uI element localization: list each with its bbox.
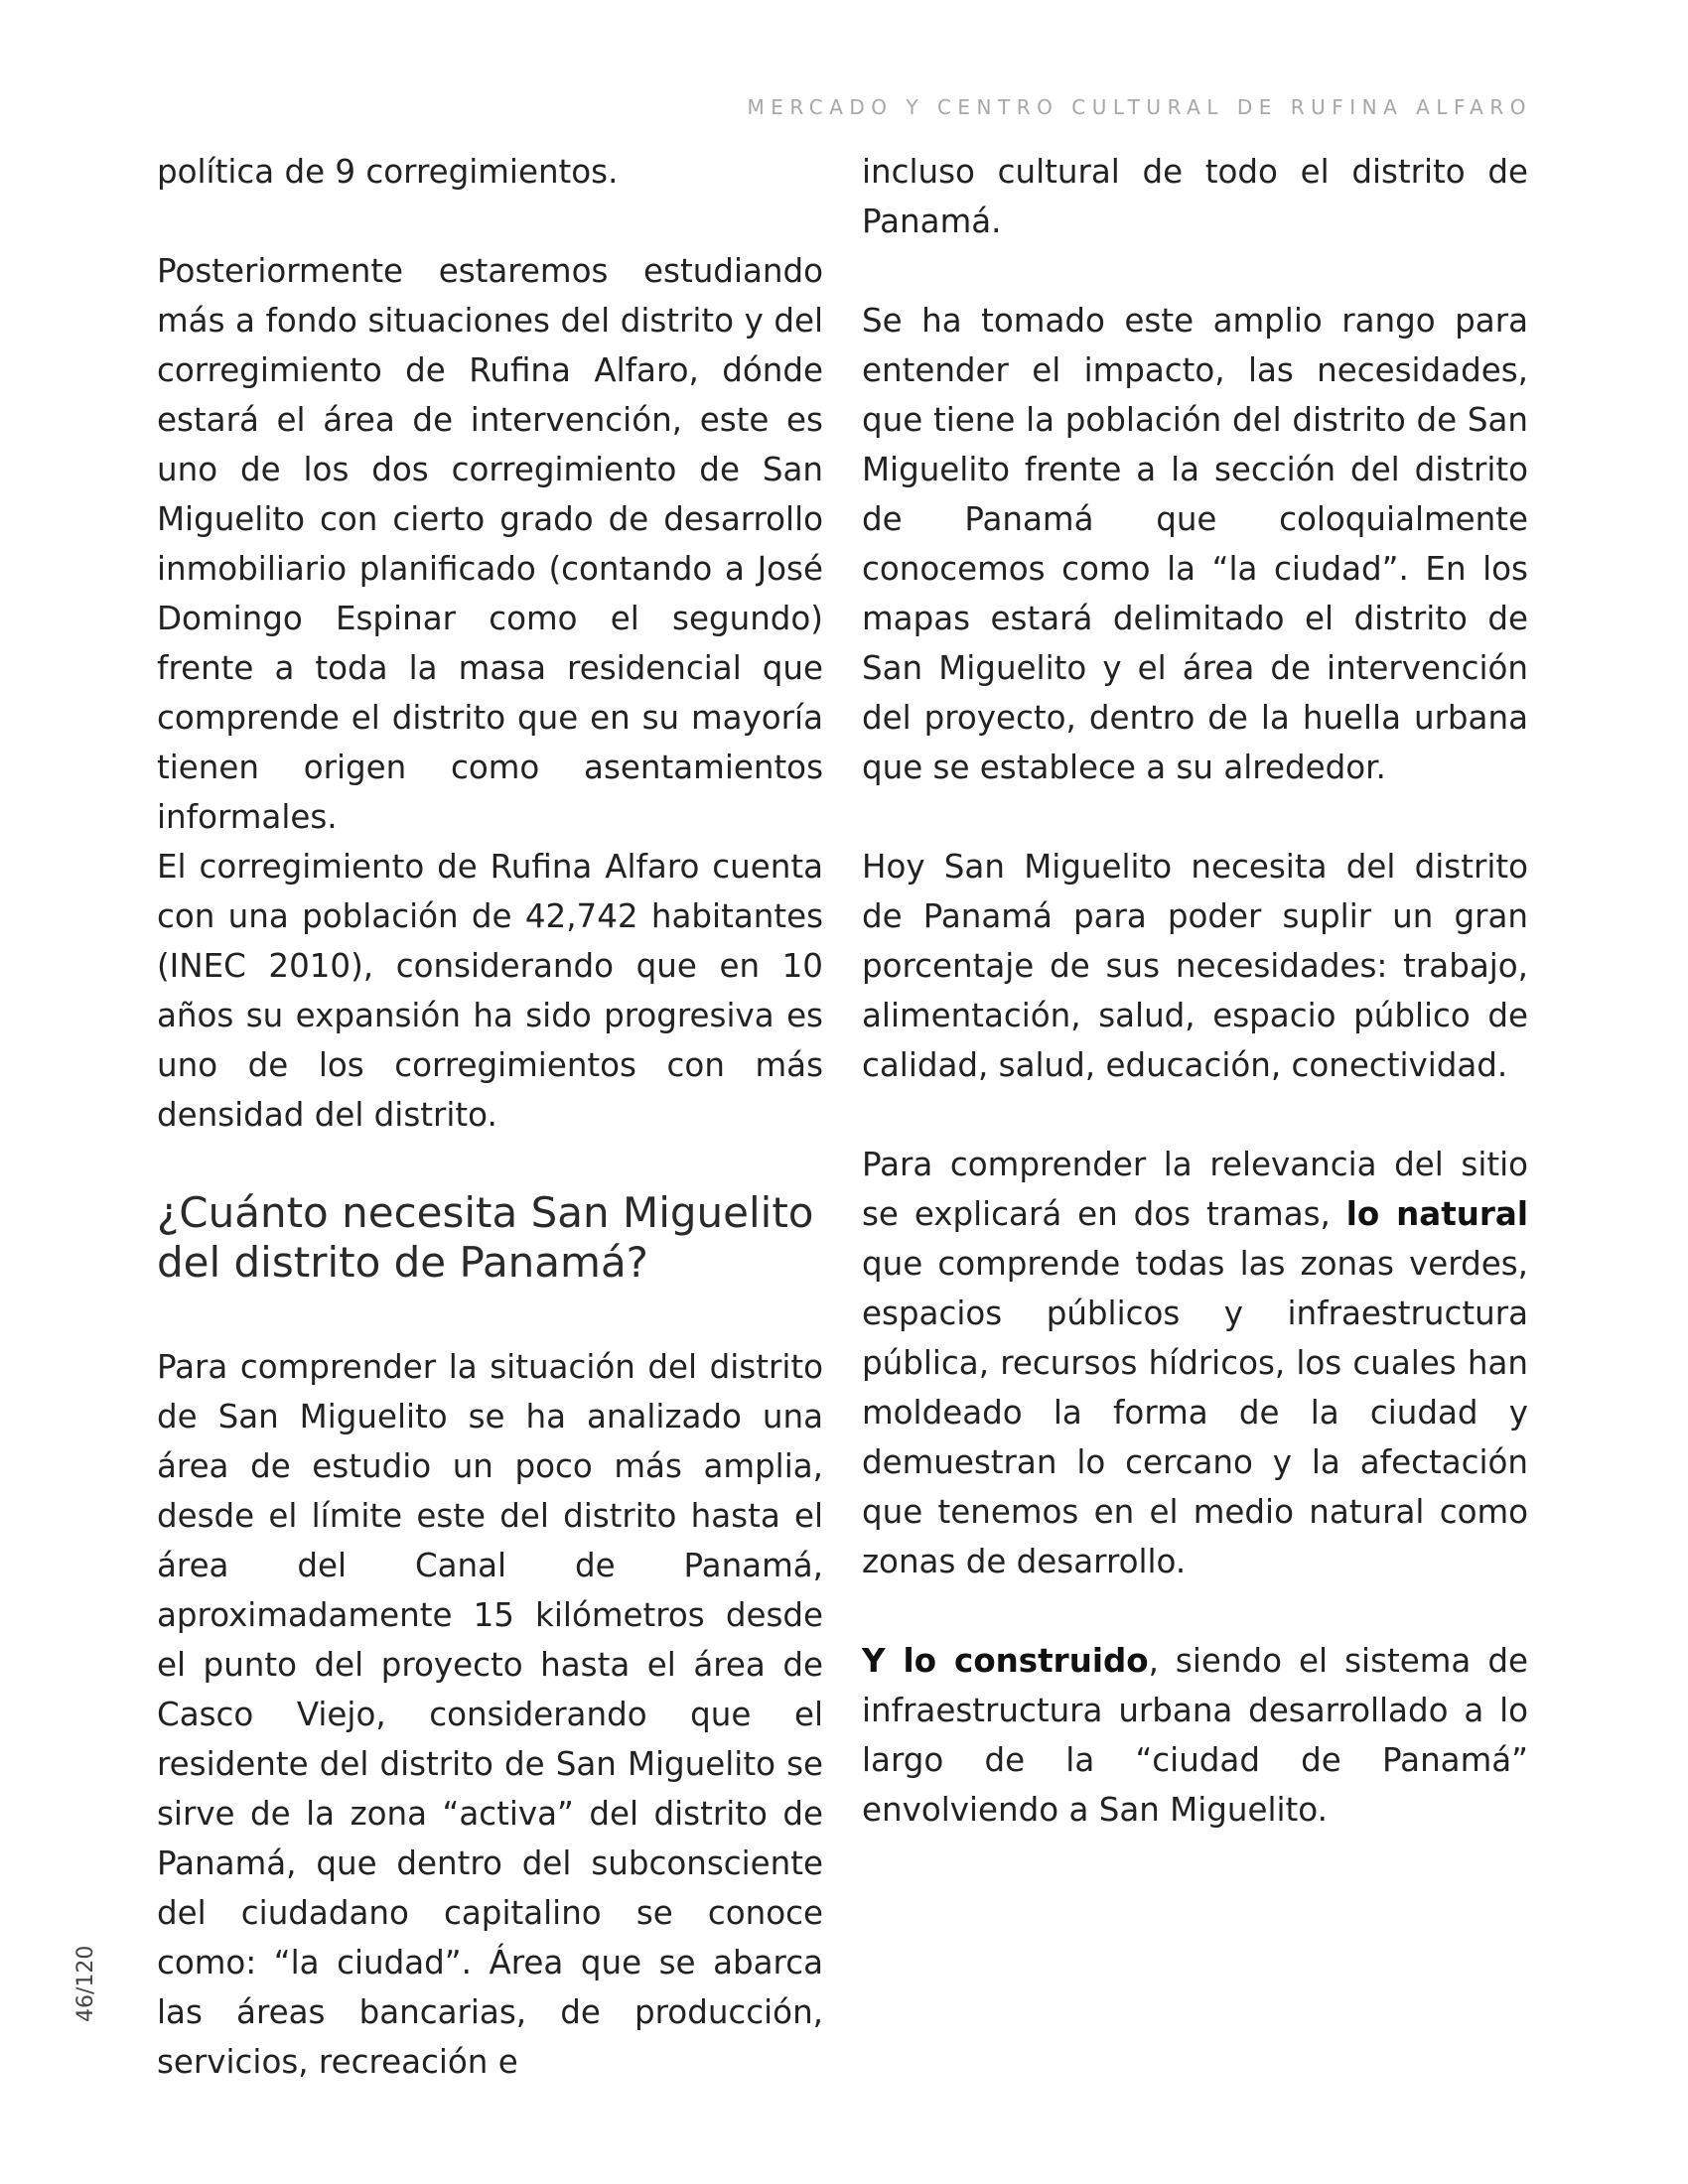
paragraph-text: , siendo el sistema de infraestructura urbana desarrollado a lo largo de la “ciudad de Panamá” envolviendo a San Miguelito. <box>862 1642 1528 1829</box>
paragraph: incluso cultural de todo el distrito de Panamá. <box>862 153 1528 240</box>
paragraph <box>862 1140 1528 1586</box>
paragraph-text: que comprende todas las zonas verdes, espacios públicos y infraestructura pública, recursos hídricos, los cuales han moldeado la forma de la ciudad y demuestran lo cercano y la afectación que tenemos en el medio natural como zonas de desarrollo. <box>862 1245 1528 1580</box>
paragraph: política de 9 corregimientos. <box>157 153 619 191</box>
paragraph: Posteriormente estaremos estudiando más a fondo situaciones del distrito y del corregimiento de Rufina Alfaro, dónde estará el área de intervención, este es uno de los dos corregimiento de San Miguelito con cierto grado de desarrollo inmobiliario planificado (contando a José Domingo Espinar como el segundo) frente a toda la masa residencial que comprende el distrito que en su mayoría tienen origen como asentamientos informales. <box>157 252 823 836</box>
paragraph: Hoy San Miguelito necesita del distrito de Panamá para poder suplir un gran porcentaje de sus necesidades: trabajo, alimentación, salud, espacio público de calidad, salud, educación, conectividad. <box>862 848 1528 1084</box>
section-heading: ¿Cuánto necesita San Miguelito del distrito de Panamá? <box>157 1188 814 1287</box>
bold-term-natural: lo natural <box>1345 1195 1529 1233</box>
bold-term-construido: Y lo construido <box>862 1642 1149 1680</box>
paragraph: Para comprender la situación del distrito de San Miguelito se ha analizado una área de estudio un poco más amplia, desde el límite este del distrito hasta el área del Canal de Panamá, aproximadamente 15 kilómetros desde el punto del proyecto hasta el área de Casco Viejo, considerando que el residente del distrito de San Miguelito se sirve de la zona “activa” del distrito de Panamá, que dentro del subconsciente del ciudadano capitalino se conoce como: “la ciudad”. Área que se abarca las áreas bancarias, de producción, servicios, recreación e <box>157 1348 823 2081</box>
right-column <box>862 147 1528 1835</box>
paragraph <box>862 1636 1528 1835</box>
running-header: MERCADO Y CENTRO CULTURAL DE RUFINA ALFARO <box>747 95 1532 119</box>
paragraph: Se ha tomado este amplio rango para entender el impacto, las necesidades, que tiene la población del distrito de San Miguelito frente a la sección del distrito de Panamá que coloquialmente conocemos como la “la ciudad”. En los mapas estará delimitado el distrito de San Miguelito y el área de intervención del proyecto, dentro de la huella urbana que se establece a su alrededor. <box>862 302 1528 786</box>
paragraph: El corregimiento de Rufina Alfaro cuenta con una población de 42,742 habitantes (INEC 2010), considerando que en 10 años su expansión ha sido progresiva es uno de los corregimientos con más densidad del distrito. <box>157 848 823 1134</box>
paragraph-text: Para comprender la relevancia del sitio se explicará en dos tramas, <box>862 1146 1528 1233</box>
left-column <box>157 147 823 2087</box>
page-number: 46/120 <box>73 1945 98 2022</box>
